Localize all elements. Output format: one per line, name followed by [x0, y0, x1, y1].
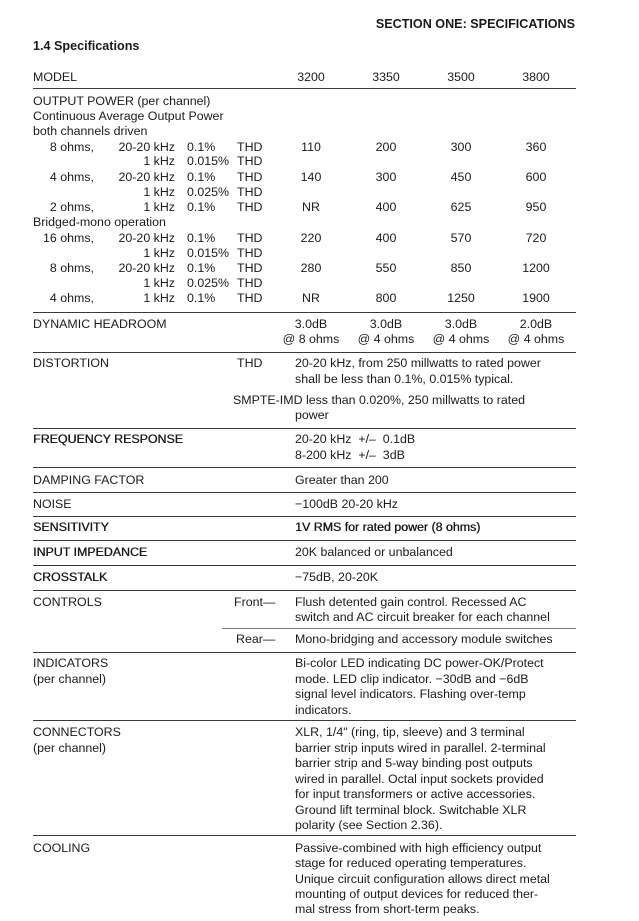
headroom-load: @ 4 ohms — [507, 332, 565, 346]
frequency-response-label: FREQUENCY RESPONSE — [33, 432, 183, 446]
connectors-text: Ground lift terminal block. Switchable XLR — [295, 803, 527, 817]
power-value: 140 — [300, 170, 322, 184]
headroom-level: 3.0dB — [369, 317, 403, 331]
load-label: 4 ohms, — [49, 291, 94, 305]
front-controls-text: switch and AC circuit breaker for each channel — [295, 610, 550, 624]
power-value: 1250 — [447, 291, 475, 305]
rear-controls-text: Mono-bridging and accessory module switches — [295, 632, 553, 646]
distortion-unit: THD — [237, 246, 263, 260]
frequency-range: 20-20 kHz — [118, 170, 175, 184]
crosstalk-label: CROSSTALK — [33, 570, 108, 584]
divider — [33, 88, 576, 89]
power-value: 400 — [375, 200, 397, 214]
headroom-load: @ 4 ohms — [432, 332, 490, 346]
divider — [33, 352, 576, 353]
indicators-text: signal level indicators. Flashing over-temp — [295, 687, 526, 701]
connectors-label: CONNECTORS — [33, 725, 121, 739]
indicators-sublabel: (per channel) — [33, 672, 107, 686]
divider — [33, 467, 576, 468]
power-value: 450 — [450, 170, 472, 184]
sensitivity-value: 1V RMS for rated power (8 ohms) — [295, 520, 481, 534]
indicators-text: Bi-color LED indicating DC power-OK/Protect — [295, 656, 544, 670]
connectors-text: XLR, 1/4" (ring, tip, sleeve) and 3 terminal — [295, 725, 525, 739]
distortion-unit: THD — [237, 140, 263, 154]
power-value: 850 — [450, 261, 472, 275]
distortion-value: 0.025% — [187, 276, 230, 290]
distortion-value: 0.1% — [187, 170, 216, 184]
distortion-value: 0.1% — [187, 291, 216, 305]
power-value: 1200 — [522, 261, 550, 275]
power-value: NR — [302, 291, 320, 305]
power-value: 1900 — [522, 291, 550, 305]
power-value: 720 — [525, 231, 547, 245]
distortion-value: 0.1% — [187, 200, 216, 214]
output-power-heading: both channels driven — [33, 124, 148, 138]
power-value: 220 — [300, 231, 322, 245]
cooling-label: COOLING — [33, 841, 91, 855]
indicators-text: mode. LED clip indicator. −30dB and −6dB — [295, 672, 529, 686]
power-value: 950 — [525, 200, 547, 214]
noise-value: −100dB 20-20 kHz — [295, 497, 398, 511]
divider — [222, 628, 576, 629]
rear-label: Rear— — [236, 632, 276, 646]
distortion-value: 0.1% — [187, 140, 216, 154]
model-value: 3200 — [297, 70, 325, 84]
cooling-text: Passive-combined with high efficiency output — [295, 841, 542, 855]
cooling-text: stage for reduced operating temperatures. — [295, 856, 527, 870]
divider — [33, 565, 576, 566]
power-value: 400 — [375, 231, 397, 245]
divider — [33, 516, 576, 517]
model-value: 3350 — [372, 70, 400, 84]
divider — [33, 720, 576, 721]
distortion-value: 0.025% — [187, 185, 230, 199]
indicators-text: indicators. — [295, 703, 352, 717]
cooling-text: mounting of output devices for reduced ther- — [295, 887, 539, 901]
power-value: 625 — [450, 200, 472, 214]
load-label: 8 ohms, — [49, 261, 94, 275]
divider — [33, 590, 576, 591]
noise-label: NOISE — [33, 497, 72, 511]
connectors-text: wired in parallel. Octal input sockets provided — [295, 772, 544, 786]
output-power-heading: Continuous Average Output Power — [33, 109, 224, 123]
load-label: 2 ohms, — [49, 200, 94, 214]
distortion-unit: THD — [237, 185, 263, 199]
power-value: 360 — [525, 140, 547, 154]
front-label: Front— — [234, 595, 276, 609]
connectors-text: polarity (see Section 2.36). — [295, 818, 443, 832]
frequency-response-value: 20-20 kHz +/– 0.1dB — [295, 432, 416, 446]
thd-text: 20-20 kHz, from 250 millwatts to rated power — [295, 356, 541, 370]
distortion-value: 0.1% — [187, 231, 216, 245]
cooling-text: mal stress from short-term peaks. — [295, 902, 480, 916]
load-label: 16 ohms, — [43, 231, 94, 245]
divider — [33, 652, 576, 653]
damping-factor-label: DAMPING FACTOR — [33, 473, 145, 487]
distortion-unit: THD — [237, 276, 263, 290]
model-value: 3800 — [522, 70, 550, 84]
headroom-level: 3.0dB — [444, 317, 478, 331]
power-value: 300 — [375, 170, 397, 184]
thd-label: THD — [237, 356, 263, 370]
frequency-range: 1 kHz — [143, 276, 175, 290]
thd-text: shall be less than 0.1%, 0.015% typical. — [295, 372, 514, 386]
headroom-level: 3.0dB — [294, 317, 328, 331]
cooling-text: Unique circuit configuration allows direct metal — [295, 872, 550, 886]
power-value: 800 — [375, 291, 397, 305]
distortion-unit: THD — [237, 154, 263, 168]
distortion-unit: THD — [237, 170, 263, 184]
divider — [33, 428, 576, 429]
divider — [33, 540, 576, 541]
distortion-unit: THD — [237, 291, 263, 305]
controls-label: CONTROLS — [33, 595, 102, 609]
input-impedance-value: 20K balanced or unbalanced — [295, 545, 453, 559]
power-value: 110 — [301, 140, 321, 154]
connectors-sublabel: (per channel) — [33, 741, 107, 755]
distortion-value: 0.015% — [187, 154, 230, 168]
distortion-unit: THD — [237, 261, 263, 275]
power-value: 200 — [375, 140, 397, 154]
headroom-load: @ 4 ohms — [357, 332, 415, 346]
distortion-label: DISTORTION — [33, 356, 109, 370]
frequency-range: 1 kHz — [143, 246, 175, 260]
section-header: SECTION ONE: SPECIFICATIONS — [375, 17, 575, 31]
divider — [33, 835, 576, 836]
power-value: NR — [302, 200, 320, 214]
model-value: 3500 — [447, 70, 475, 84]
connectors-text: for input transformers or active accessories. — [295, 787, 536, 801]
headroom-load: @ 8 ohms — [282, 332, 340, 346]
distortion-unit: THD — [237, 200, 263, 214]
imd-text: power — [295, 408, 329, 422]
distortion-value: 0.015% — [187, 246, 230, 260]
load-label: 8 ohms, — [49, 140, 94, 154]
frequency-range: 1 kHz — [143, 154, 175, 168]
page-title: 1.4 Specifications — [33, 39, 140, 53]
front-controls-text: Flush detented gain control. Recessed AC — [295, 595, 527, 609]
distortion-value: 0.1% — [187, 261, 216, 275]
bridged-mono-heading: Bridged-mono operation — [33, 215, 166, 229]
divider — [33, 492, 576, 493]
indicators-label: INDICATORS — [33, 656, 109, 670]
distortion-unit: THD — [237, 231, 263, 245]
sensitivity-label: SENSITIVITY — [33, 520, 109, 534]
connectors-text: barrier strip inputs wired in parallel. 2-terminal — [295, 741, 546, 755]
connectors-text: barrier strip and 5-way binding post outputs — [295, 756, 533, 770]
power-value: 600 — [525, 170, 547, 184]
frequency-response-value: 8-200 kHz +/– 3dB — [295, 448, 405, 462]
dynamic-headroom-label: DYNAMIC HEADROOM — [33, 317, 167, 331]
power-value: 300 — [450, 140, 472, 154]
frequency-range: 1 kHz — [143, 291, 175, 305]
divider — [33, 312, 576, 313]
imd-text: SMPTE-IMD less than 0.020%, 250 millwatts to rated — [233, 393, 525, 407]
frequency-range: 20-20 kHz — [118, 261, 175, 275]
frequency-range: 20-20 kHz — [118, 140, 175, 154]
crosstalk-value: −75dB, 20-20K — [295, 570, 379, 584]
frequency-range: 1 kHz — [143, 185, 175, 199]
power-value: 570 — [450, 231, 472, 245]
frequency-range: 20-20 kHz — [118, 231, 175, 245]
load-label: 4 ohms, — [49, 170, 94, 184]
headroom-level: 2.0dB — [519, 317, 553, 331]
model-label: MODEL — [33, 70, 78, 84]
frequency-range: 1 kHz — [143, 200, 175, 214]
power-value: 280 — [300, 261, 322, 275]
output-power-heading: OUTPUT POWER (per channel) — [33, 94, 211, 108]
power-value: 550 — [375, 261, 397, 275]
input-impedance-label: INPUT IMPEDANCE — [33, 545, 148, 559]
damping-factor-value: Greater than 200 — [295, 473, 389, 487]
